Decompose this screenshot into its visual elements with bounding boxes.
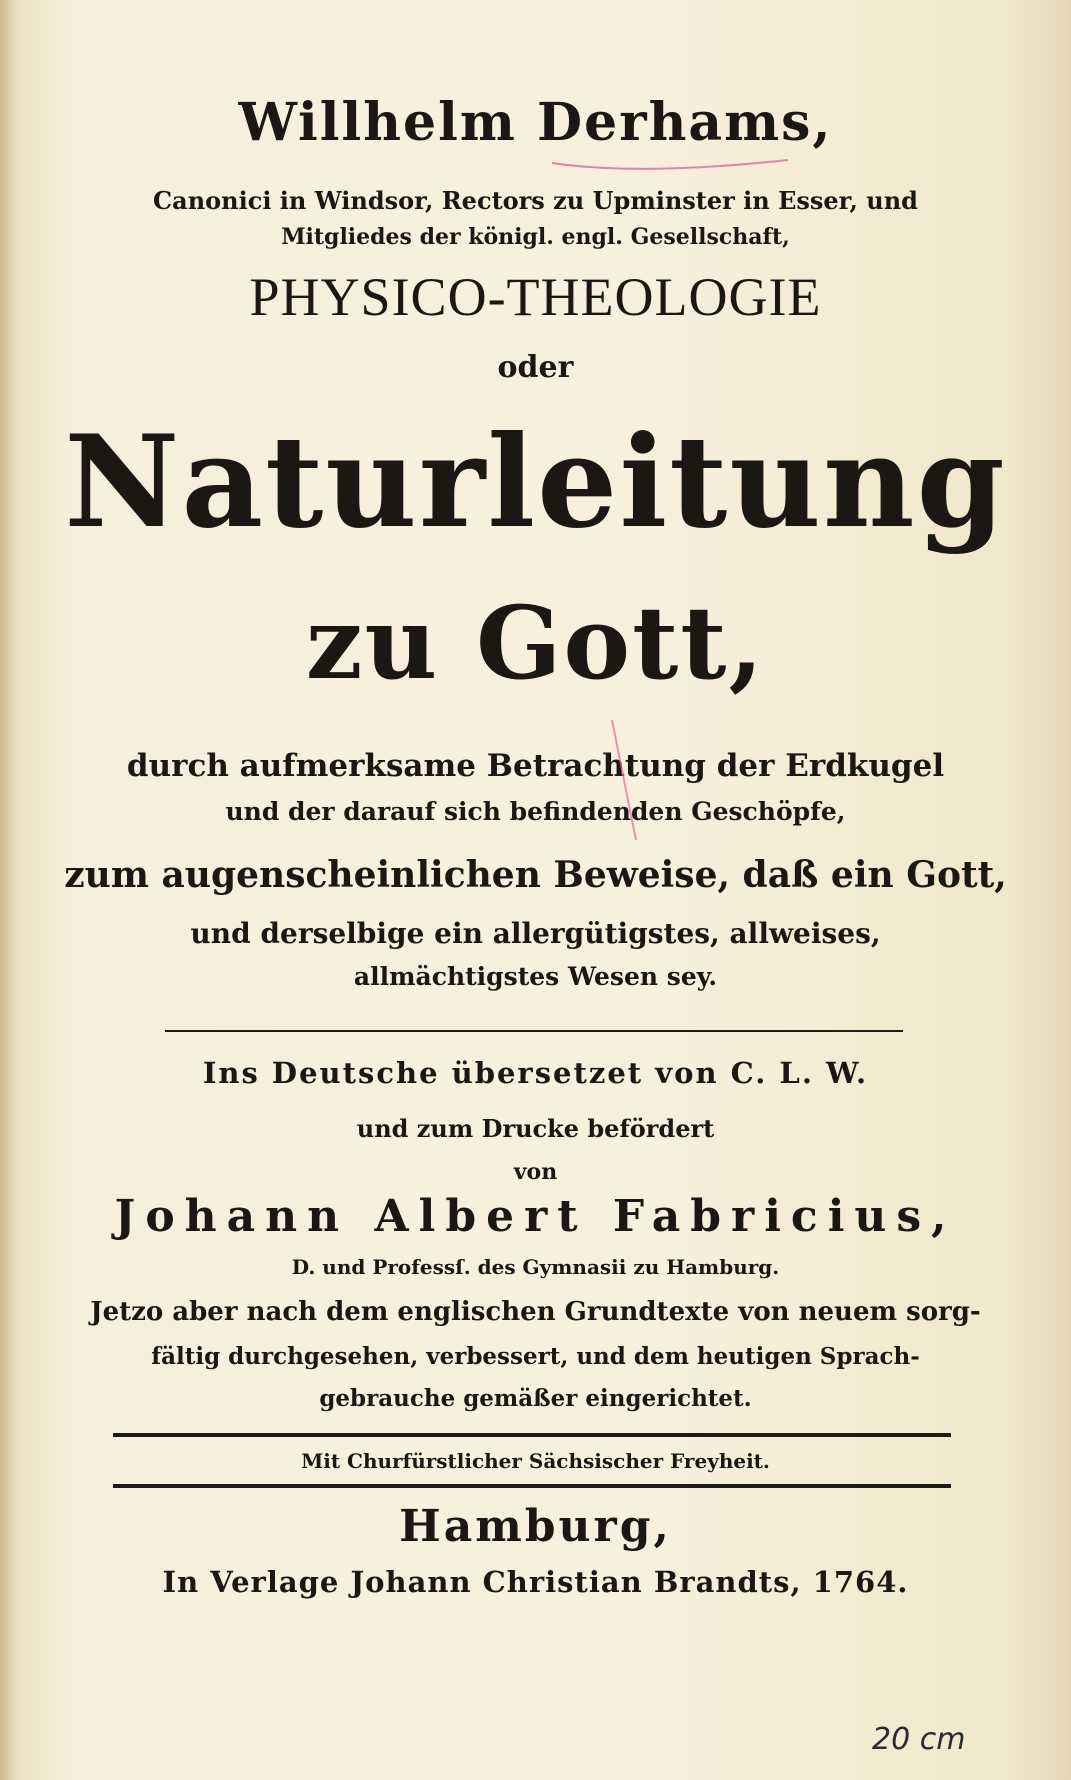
subtitle-zu-gott: zu Gott, [305, 584, 766, 702]
main-title: PHYSICO-THEOLOGIE [249, 267, 822, 327]
privilege-line: Mit Churfürstlicher Sächsischer Freyheit. [301, 1449, 770, 1473]
author-name: Willhelm Derhams, [238, 92, 833, 153]
editor-description: D. und Professſ. des Gymnasii zu Hamburg. [291, 1255, 780, 1279]
publication-place: Hamburg, [399, 1501, 672, 1552]
description-line-3: zum augenscheinlichen Beweise, daß ein Gott, [64, 854, 1007, 896]
description-line-2: und der darauf sich befindenden Geschöpfe, [225, 797, 846, 826]
handwritten-measurement-note: 20 cm [872, 1722, 966, 1757]
printing-line: und zum Drucke befördert [356, 1114, 715, 1143]
imprint-line: In Verlage Johann Christian Brandts, 1764. [162, 1565, 909, 1599]
von-label: von [513, 1159, 558, 1185]
revision-line-2: fältig durchgesehen, verbessert, und dem heutigen Sprach- [151, 1343, 920, 1370]
description-line-5: allmächtigstes Wesen sey. [353, 962, 718, 991]
author-description-line-2: Mitgliedes der königl. engl. Gesellschaft, [281, 224, 790, 250]
author-description-line-1: Canonici in Windsor, Rectors zu Upminster in Esser, und [153, 186, 918, 215]
editor-name: Johann Albert Fabricius, [114, 1191, 957, 1242]
oder-label: oder [497, 350, 574, 385]
description-line-4: und derselbige ein allergütigstes, allweises, [190, 917, 881, 950]
description-line-1: durch aufmerksame Betrachtung der Erdkugel [126, 748, 945, 784]
revision-line-1: Jetzo aber nach dem englischen Grundtexte von neuem sorg- [90, 1297, 981, 1327]
subtitle-naturleitung: Naturleitung [64, 408, 1007, 556]
translation-line: Ins Deutsche übersetzet von C. L. W. [202, 1056, 869, 1090]
revision-line-3: gebrauche gemäßer eingerichtet. [319, 1385, 752, 1412]
